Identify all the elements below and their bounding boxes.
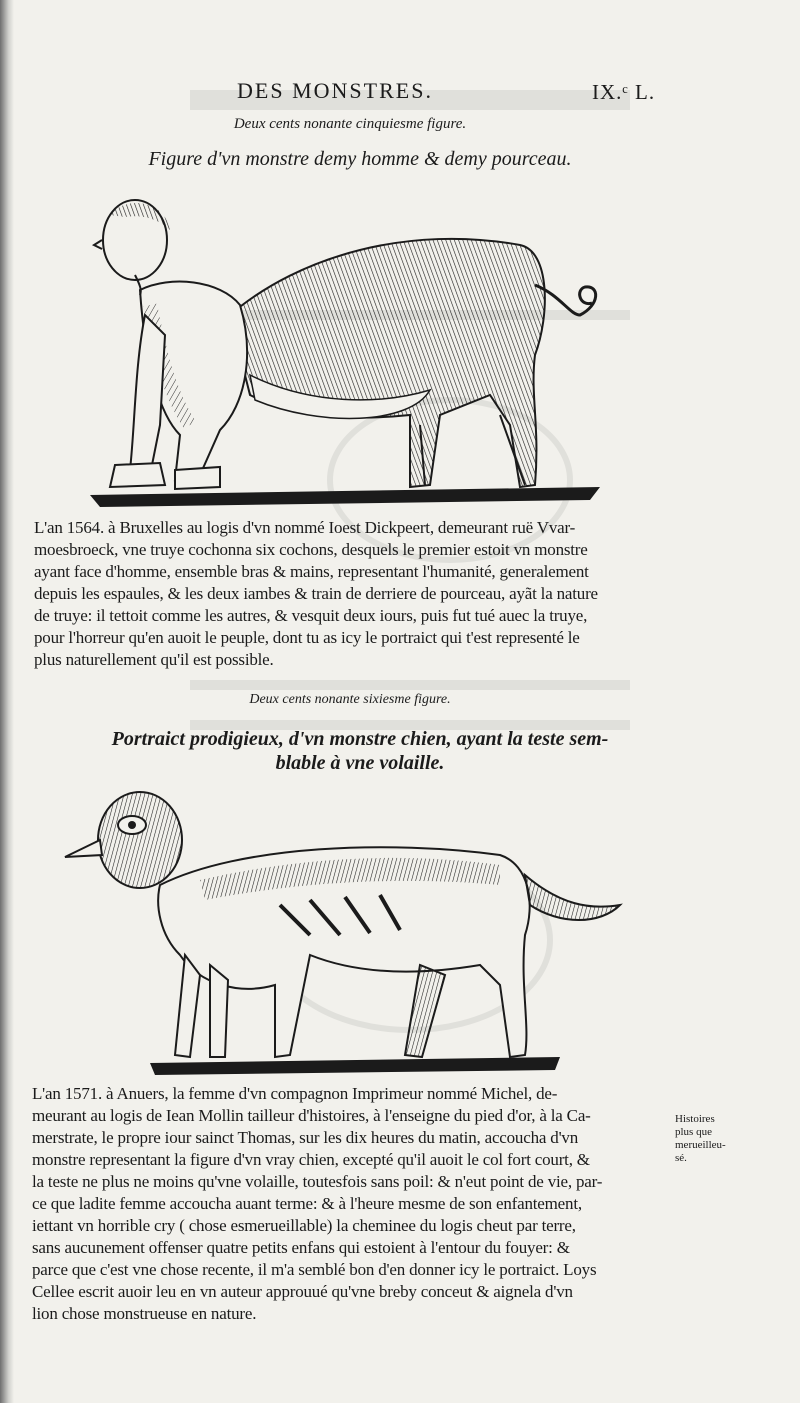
text-line: parce que c'est vne chose recente, il m'a semblé bon d'en donner icy le portraict. Loys (32, 1260, 597, 1279)
text-line: la teste ne plus ne moins qu'vne volaille, toutesfois sans poil: & n'eut point de vie, par- (32, 1172, 603, 1191)
dog-fowl-woodcut (60, 785, 640, 1085)
text-line: plus naturellement qu'il est possible. (34, 650, 274, 669)
text-line: meurant au logis de Iean Mollin tailleur d'histoires, à l'enseigne du pied d'or, à la Ca- (32, 1106, 591, 1125)
text-line: ce que ladite femme accoucha auant terme: & à l'heure mesme de son enfantement, (32, 1194, 582, 1213)
text-line: Cellee escrit auoir leu en vn auteur approuué qu'vne breby conceut & aignela d'vn (32, 1282, 573, 1301)
running-header-title: DES MONSTRES. (237, 78, 433, 103)
margin-note-line: sé. (675, 1152, 687, 1164)
margin-note (675, 1113, 755, 1165)
text-line: moesbroeck, vne truye cochonna six cochons, desquels le premier estoit vn monstre (34, 540, 588, 559)
figure2-title-line1: Portraict prodigieux, d'vn monstre chien, ayant la teste sem- (111, 728, 609, 750)
figure1-title: Figure d'vn monstre demy homme & demy pourceau. (148, 148, 572, 170)
text-line: lion chose monstrueuse en nature. (32, 1304, 257, 1323)
margin-note-line: Histoires (675, 1113, 715, 1125)
text-line: depuis les espaules, & les deux iambes & train de derriere de pourceau, ayãt la nature (34, 584, 598, 603)
figure1-number-caption: Deux cents nonante cinquiesme figure. (233, 116, 467, 132)
text-line: sans aucunement offenser quatre petits enfans qui estoient à l'entour du fouyer: & (32, 1238, 570, 1257)
margin-note-line: plus que (675, 1126, 712, 1138)
text-line: L'an 1571. à Anuers, la femme d'vn compagnon Imprimeur nommé Michel, de- (32, 1084, 558, 1103)
text-line: pour l'horreur qu'en auoit le peuple, dont tu as icy le portraict qui t'est representé le (34, 628, 580, 647)
text-line: merstrate, le propre iour sainct Thomas, sur les dix heures du matin, accoucha d'vn (32, 1128, 579, 1147)
pig-man-woodcut (80, 195, 620, 510)
text-line: ayant face d'homme, ensemble bras & mains, representant l'humanité, generalement (34, 562, 589, 581)
text-line: de truye: il tettoit comme les autres, & vesquit deux iours, puis fut tué auec la truye, (34, 606, 588, 625)
figure2-title-line2: blable à vne volaille. (275, 752, 445, 774)
page-folio: IX.ᶜ L. (592, 80, 656, 104)
paragraph-dog-monster (32, 1083, 672, 1325)
text-line: iettant vn horrible cry ( chose esmerueillable) la cheminee du logis cheut par terre, (32, 1216, 576, 1235)
paragraph-pig-monster (34, 517, 674, 671)
page-gutter-shadow (0, 0, 14, 1403)
figure2-number-caption: Deux cents nonante sixiesme figure. (249, 692, 451, 707)
margin-note-line: merueilleu- (675, 1139, 726, 1151)
text-line: monstre representant la figure d'vn vray chien, excepté qu'il auoit le col fort court, & (32, 1150, 590, 1169)
text-line: L'an 1564. à Bruxelles au logis d'vn nommé Ioest Dickpeert, demeurant ruë Vvar- (34, 518, 576, 537)
